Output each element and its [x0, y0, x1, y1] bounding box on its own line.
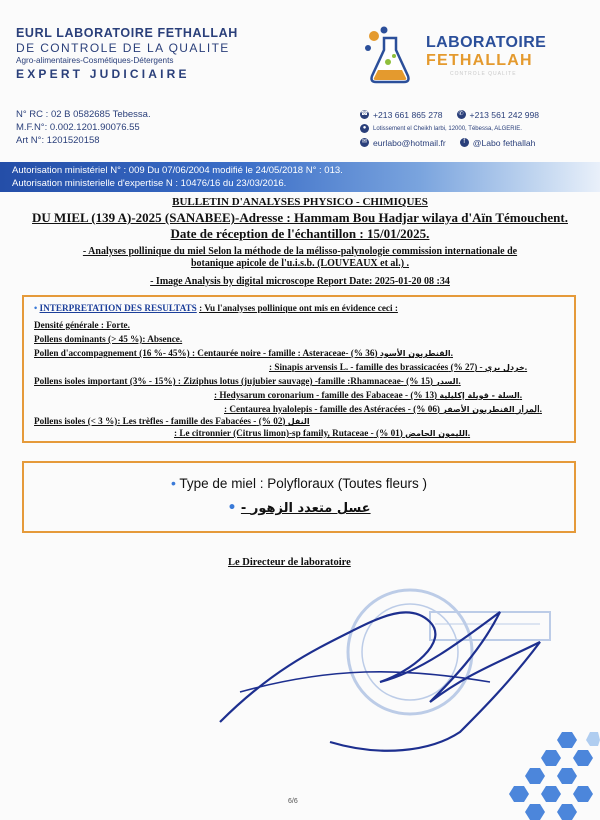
- method-line-1: - Analyses pollinique du miel Selon la méthode de la mélisso-palynologie commission internationale de: [82, 246, 518, 257]
- org-name: EURL LABORATOIRE FETHALLAH: [16, 26, 238, 40]
- method-line-3: - Image Analysis by digital microscope Report Date: 2025-01-20 08 :34: [150, 276, 450, 287]
- isoles-important-label: Pollens isoles important (3% - 15%) : Ziziphus lotus (jujubier sauvage) -famille :Rhamnaceae-: [34, 376, 404, 386]
- sinapis-arabic: خردل بري: [484, 363, 525, 372]
- authorization-line-2: Autorisation ministerielle d'expertise N : 10476/16 du 23/03/2016.: [12, 178, 287, 189]
- centaurea-pct: (06 %).: [413, 404, 542, 414]
- sinapis-pct: - (27 %).: [450, 362, 528, 372]
- densite: Densité générale : Forte.: [34, 320, 130, 330]
- location-icon: ●: [360, 124, 369, 133]
- hexagon-decoration: [500, 728, 600, 820]
- honey-type-arabic: - عسل متعدد الزهور: [240, 501, 371, 516]
- bulletin-title: BULLETIN D'ANALYSES PHYSICO - CHIMIQUES: [172, 196, 428, 208]
- honey-type: Type de miel : Polyfloraux (Toutes fleurs ): [179, 476, 428, 491]
- centaurea-label: : Centaurea hyalolepis - famille des Astéracées - المرار: [224, 404, 540, 414]
- bullet-icon: •: [170, 475, 176, 491]
- org-subtitle: DE CONTROLE DE LA QUALITE: [16, 41, 230, 55]
- centaurea-arabic: القنطريون الأصفر: [442, 405, 515, 414]
- contact-info: [360, 108, 539, 150]
- pollens-dominants: Pollens dominants (> 45 %): Absence.: [34, 334, 183, 344]
- isoles-pct: (02 %): [258, 416, 286, 426]
- address: Lotissement el Cheikh larbi, 12000, Tébessa, ALGERIE.: [373, 125, 522, 132]
- authorization-line-1: Autorisation ministériel N° : 009 Du 07/06/2004 modifié le 24/05/2018 N° : 013.: [12, 165, 343, 176]
- logo-text-laboratoire: LABORATOIRE: [426, 34, 547, 51]
- citron-label: : Le citronnier (Citrus limon)-sp family, Rutaceae -: [174, 428, 374, 438]
- org-domains: Agro-alimentaires-Cosmétiques-Détergents: [16, 56, 174, 65]
- accomp-arabic: القنطريون الأسود: [379, 349, 451, 358]
- registration-info: [16, 108, 151, 147]
- isoles-important-pct: (15 %).: [406, 376, 461, 386]
- facebook: @Labo fethallah: [472, 137, 536, 148]
- hedysarum-label: : Hedysarum coronarium - famille des Fabaceae -: [214, 390, 409, 400]
- hedysarum-arabic: السلة - قويلة إكليلية: [439, 391, 520, 400]
- isoles-arabic: النفل: [287, 417, 310, 426]
- accomp-label: Pollen d'accompagnement (16 %- 45%) : Centaurée noire - famille : Asteraceae-: [34, 348, 349, 358]
- flask-logo-icon: [360, 24, 422, 86]
- rc-number: N° RC : 02 B 0582685 Tebessa.: [16, 109, 151, 120]
- bullet-icon: •: [227, 500, 237, 516]
- sample-title: DU MIEL (139 A)-2025 (SANABEE)-Adresse : Hammam Bou Hadjar wilaya d'Aïn Témouchent.: [32, 210, 568, 225]
- accomp-pct: (36 %).: [350, 348, 453, 358]
- hedysarum-pct: (13 %).: [410, 390, 523, 400]
- citron-pct: (01 %).: [376, 428, 471, 438]
- reception-date: Date de réception de l'échantillon : 15/01/2025.: [170, 226, 430, 241]
- org-header: [16, 26, 346, 81]
- logo-text-fethallah: FETHALLAH: [426, 52, 533, 69]
- citron-arabic: الليمون الحامض: [405, 429, 468, 438]
- page-number: 6/6: [288, 798, 298, 805]
- art-number: Art N°: 1201520158: [16, 135, 100, 146]
- interpretation-heading: INTERPRETATION DES RESULTATS: [39, 303, 197, 313]
- interpretation-box: • INTERPRETATION DES RESULTATS : Vu l'analyses pollinique ont mis en évidence ceci : Densité générale : Forte. Pollens dominants (> 45 %): Absence. Pollen d'accompagnement (16 %- 45%) : Centaurée noire - famille : Asteraceae- القنطريون الأسود (36 %). : Sinapis arvensis L. - famille des brassicacées خردل بري - (27 %). Pollens isoles important (3% - 15%) : Ziziphus lotus (jujubier sauvage) -famille :Rhamnaceae- السدر (15 %). : Hedysarum coronarium - famille des Fabaceae - السلة - قويلة إكليلية (13 %). : Centaurea hyalolepis - famille des Astéracées - المرار القنطريون الأصفر (06 %). Pollens isoles (< 3 %): Les trèfles - famille des Fabacées - النفل (02 %) : Le citronnier (Citrus limon)-sp family, Rutaceae - الليمون الحامض (01 %).: [22, 295, 576, 443]
- email: eurlabo@hotmail.fr: [373, 137, 446, 148]
- phone-icon: ☎: [360, 111, 369, 117]
- method-line-2: botanique apicole de l'u.i.s.b. (LOUVEAUX et al.) .: [190, 258, 410, 269]
- director-label: Le Directeur de laboratoire: [228, 557, 351, 568]
- org-expert: EXPERT JUDICIAIRE: [16, 67, 190, 81]
- interpretation-heading-suffix: : Vu l'analyses pollinique ont mis en évidence ceci :: [199, 303, 398, 313]
- email-icon: ✉: [361, 139, 368, 145]
- phone-2: +213 561 242 998: [469, 109, 540, 120]
- authorization-banner: [0, 162, 600, 192]
- phone-1: +213 661 865 278: [373, 109, 443, 120]
- sinapis-label: : Sinapis arvensis L. - famille des brassicacées: [269, 362, 449, 372]
- whatsapp-icon: ✆: [458, 111, 464, 117]
- logo-text-tagline: CONTROLE QUALITE: [450, 71, 517, 77]
- isoles-important-arabic: السدر: [435, 377, 459, 386]
- mf-number: M.F.N°: 0.002.1201.90076.55: [16, 122, 140, 133]
- honey-type-box: [22, 461, 576, 533]
- lab-logo: [360, 24, 580, 86]
- isoles-label: Pollens isoles (< 3 %): Les trèfles - famille des Fabacées -: [34, 416, 257, 426]
- facebook-icon: f: [460, 138, 469, 147]
